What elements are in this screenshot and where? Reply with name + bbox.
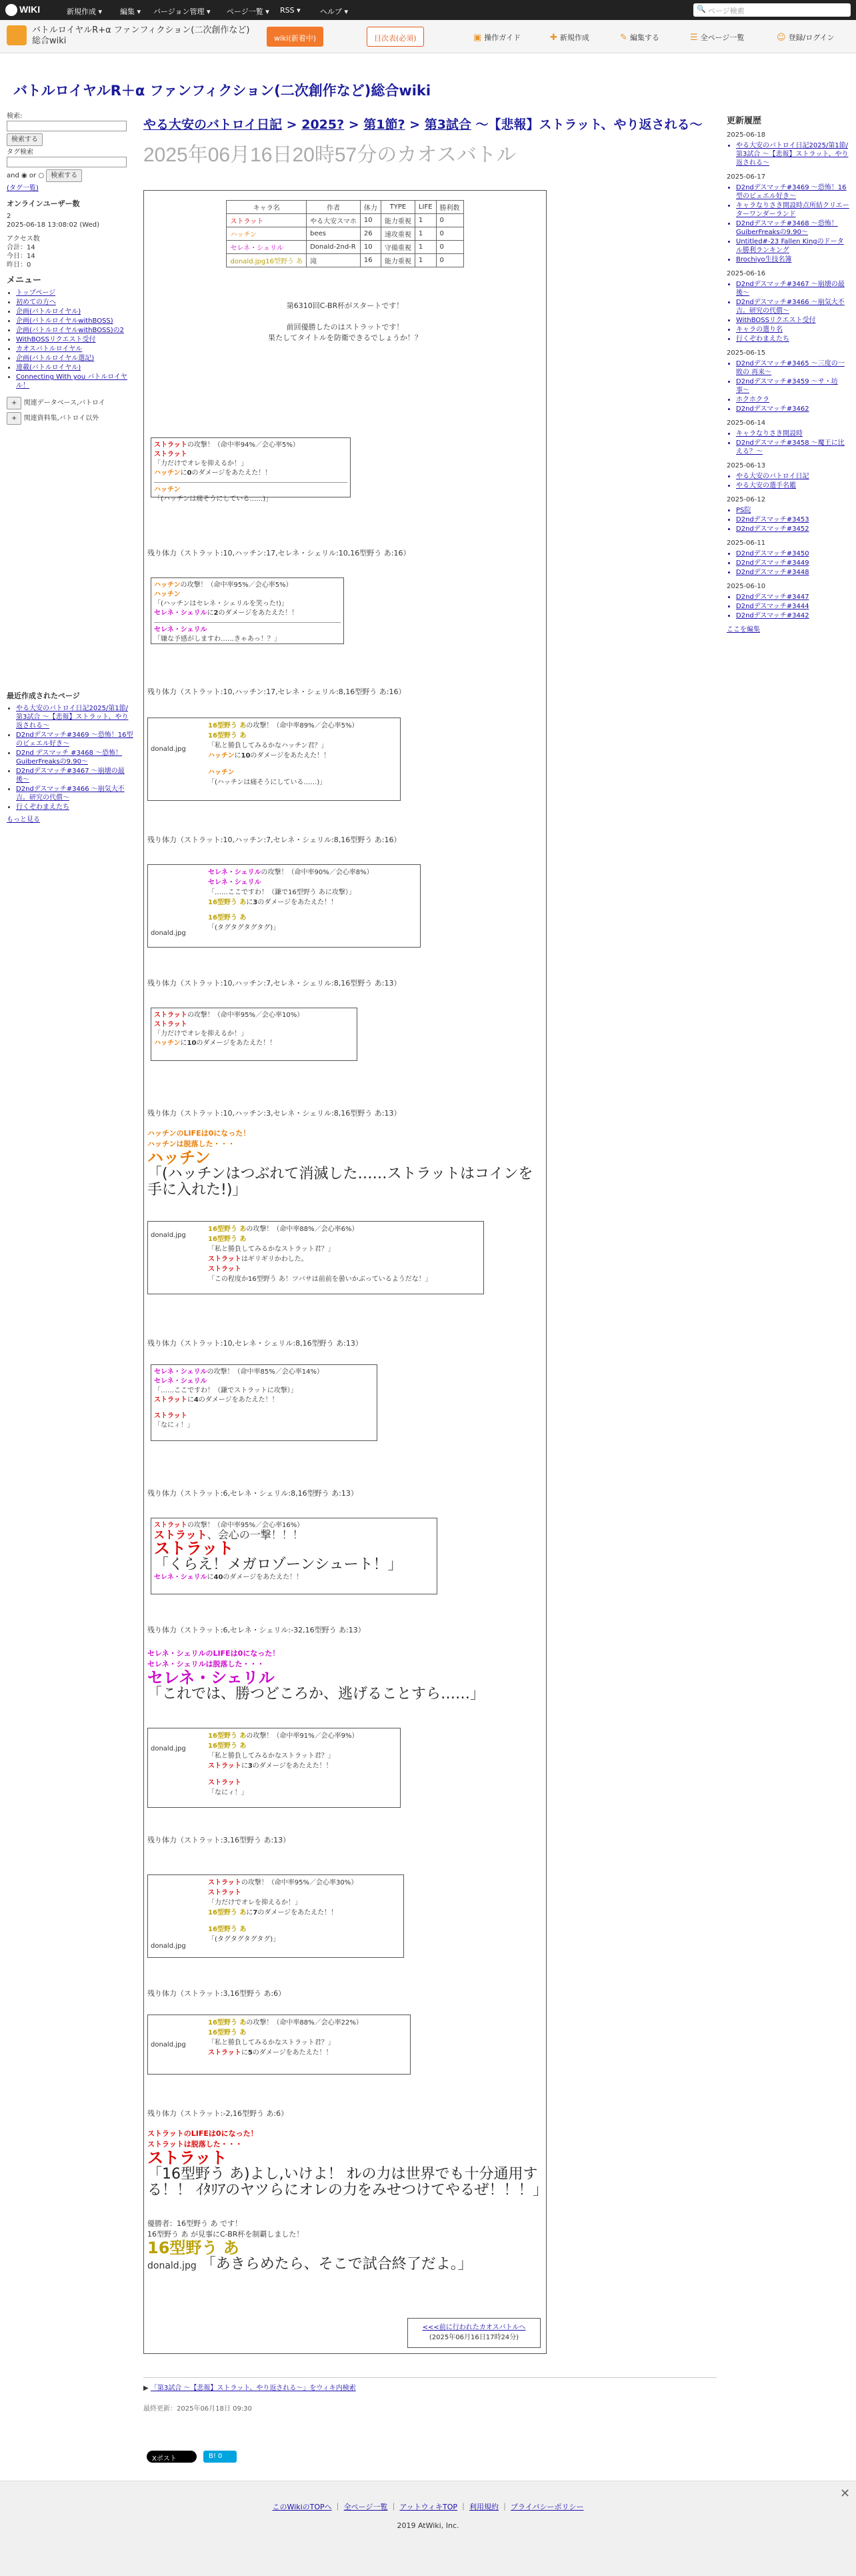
- history-item[interactable]: • D2ndデスマッチ#3442: [736, 611, 850, 620]
- history-item[interactable]: • D2ndデスマッチ#3468 〜恐怖！GuiberFreaksの9.90〜: [736, 219, 850, 237]
- last-words: 「(ハッチンはつぶれて消滅した……ストラットはコインを手に入れた!)」: [147, 1166, 533, 1198]
- menu-title: メニュー: [7, 275, 42, 285]
- crumb-match[interactable]: 第3試合: [424, 117, 471, 132]
- action-block: donald.jpg 16型野う あの攻撃！（命中率89%／会心率5%） 16型野う あ 「私と勝負してみるかなハッチン君？」 ハッチンに10のダメージをあたえた！！ ハッチン 「(ハッチンは痛そうにしている……)」: [147, 718, 401, 801]
- history-date: 2025-06-18: [727, 131, 766, 139]
- page-title: 2025年06月16日20時57分のカオスバトル: [143, 144, 517, 166]
- recent-item[interactable]: やる大安のバトロイ日記2025/第1節/第3試合 〜【悲報】ストラット、やり返される〜: [16, 705, 129, 730]
- tag-label: タグ検索: [7, 149, 33, 156]
- history-item[interactable]: • D2ndデスマッチ#3453: [736, 515, 850, 524]
- login-link[interactable]: ☺ 登録/ログイン: [777, 33, 835, 43]
- list-icon: ☰: [690, 33, 698, 43]
- left-sidebar: 検索: 検索する タグ検索 and ◉ or ○ 検索する (タグ一覧) オンラインユーザー数 2 2025-06-18 13:08:02 (Wed) アクセス数 合計：14 今日：14 昨日：0 メニュー • トップページ • 初めての方へ • 企画(バトルロイヤル) • 企画(バトルロイヤルwithBOSS) • 企画(バトルロイヤルwithBOSS)の2 • WithBOSSリクエスト受付 • カオスバトルロイヤル • 企画(バトルロイヤル選記) • 連載(バトルロイヤル) • Connecting With you バトルロイヤル！ + 関連データベース,バトロイ + 関連資料集,バトロイ以外 最近作成されたページ • やる大安のバトロイ日記2025/第1節/第3試合 〜【悲報】ストラット、やり返される〜 • D2ndデスマッチ#3469 〜恐怖！16型のビェエル好き〜 • D2nd デスマッチ #3468 〜恐怖！GuiberFreaksの9.90〜 • D2ndデスマッチ#3467 〜崩壊の最後〜 • D2ndデスマッチ#3466 〜崩気大不吉。研究の代償〜 • 行くぞわまえたち もっと見る: [7, 112, 133, 824]
- history-item[interactable]: • D2ndデスマッチ#3466 〜崩気大不吉。研究の代償〜: [736, 298, 850, 315]
- or-label: or: [29, 172, 37, 179]
- col-head: TYPE: [381, 201, 415, 214]
- menu-new[interactable]: 新規作成 ▾: [67, 7, 103, 16]
- eliminated: ハッチンは脱落した・・・: [147, 1140, 235, 1148]
- action-block: ストラットの攻撃！（命中率95%／会心率16%） ストラット、会心の一撃！！！ ストラット 「くらえ！メガロゾーンシュート！」 セレネ・シェリルに40のダメージをあたえた！！: [151, 1518, 437, 1594]
- history-title: 更新履歴: [727, 116, 762, 126]
- wiki-logo-icon[interactable]: [7, 25, 27, 45]
- access-today: 今日：14: [7, 253, 35, 260]
- col-head: 体力: [360, 201, 381, 214]
- history-date: 2025-06-11: [727, 539, 766, 547]
- atwiki-logo[interactable]: WIKI: [5, 4, 40, 16]
- menu-list: [7, 289, 133, 390]
- footer-link[interactable]: 全ページ一覧: [343, 2503, 388, 2511]
- more-link[interactable]: もっと見る: [7, 816, 40, 824]
- action-block: donald.jpg セレネ・シェリルの攻撃！（命中率90%／会心率8%） セレネ・シェリル 「……ここですわ！（鎌で16型野う あに攻撃）」 16型野う あに3のダメージをあたえた！！ 16型野う あ 「(タグタグタグタグ)」: [147, 864, 421, 948]
- fighter-name: ストラット: [147, 2149, 227, 2167]
- battle-log: [143, 190, 547, 2354]
- life-zero: セレネ・シェリルのLIFEは0になった！: [147, 1649, 280, 1658]
- right-sidebar: [727, 117, 850, 634]
- table-row: セレネ・シェリル Donald-2nd-R 10 守備重視 1 0: [227, 241, 463, 254]
- crumb-title: 〜【悲報】ストラット、やり返される〜: [475, 117, 703, 132]
- remaining-hp: 残り体力（ストラット:10,セレネ・シェリル:8,16型野う あ:13）: [147, 1339, 363, 1348]
- all-pages-link[interactable]: ☰ 全ページ一覧: [690, 33, 745, 43]
- action-block: donald.jpg 16型野う あの攻撃！（命中率88%／会心率22%） 16型野う あ 「私と勝負してみるかなストラット君？」 ストラットに5のダメージをあたえた！！: [147, 2015, 411, 2075]
- history-item[interactable]: • D2ndデスマッチ#3465 〜三度の一敗の 再来〜: [736, 359, 850, 377]
- global-topbar: [0, 0, 856, 20]
- expand-db-button[interactable]: +: [7, 397, 21, 409]
- online-date: 2025-06-18 13:08:02 (Wed): [7, 221, 99, 229]
- history-item[interactable]: • D2ndデスマッチ#3450: [736, 549, 850, 558]
- roster-table: [226, 200, 463, 267]
- menu-item[interactable]: 企画(バトルロイヤルwithBOSS): [16, 317, 113, 325]
- menu-item[interactable]: 企画(バトルロイヤル選記): [16, 355, 95, 362]
- menu-version[interactable]: バージョン管理 ▾: [153, 7, 211, 16]
- edit-link[interactable]: ✎ 編集する: [620, 33, 659, 43]
- crumb-year[interactable]: 2025?: [301, 117, 345, 132]
- elimination-strat: [147, 2128, 548, 2199]
- close-icon[interactable]: ✕: [840, 2487, 851, 2501]
- menu-item[interactable]: カオスバトルロイヤル: [16, 345, 83, 353]
- search-label: 検索:: [7, 113, 23, 120]
- access-total: 合計：14: [7, 244, 35, 251]
- menu-pages[interactable]: ページ一覧 ▾: [227, 7, 269, 16]
- history-item[interactable]: • WithBOSSリクエスト受付: [736, 316, 850, 325]
- crumb-section[interactable]: 第1節?: [363, 117, 405, 132]
- recent-item[interactable]: 行くぞわまえたち: [16, 804, 69, 811]
- footer-link[interactable]: このWikiのTOPへ: [272, 2503, 332, 2511]
- footer: このWikiのTOPへ ｜ 全ページ一覧 ｜ アットウィキTOP ｜ 利用規約 ｜ プライバシーポリシー 2019 AtWiki, Inc. ✕: [0, 2481, 856, 2576]
- history-item[interactable]: • D2ndデスマッチ#3452: [736, 525, 850, 533]
- online-count: 2: [7, 213, 11, 220]
- eliminated: ストラットは脱落した・・・: [147, 2140, 243, 2149]
- life-zero: ハッチンのLIFEは0になった！: [147, 1129, 251, 1138]
- footer-link[interactable]: プライバシーポリシー: [511, 2503, 584, 2511]
- fighter-name: ハッチン: [147, 1148, 211, 1167]
- new-page-link[interactable]: ✚ 新規作成: [550, 33, 589, 43]
- menu-item[interactable]: WithBOSSリクエスト受付: [16, 336, 96, 343]
- intro-line: 果たしてタイトルを防衛できるでしょうか！？: [268, 333, 422, 342]
- history-item[interactable]: • D2ndデスマッチ#3467 〜崩壊の最後〜: [736, 280, 850, 297]
- history-item[interactable]: • D2ndデスマッチ#3447: [736, 593, 850, 601]
- x-post-button[interactable]: Xポスト: [147, 2451, 197, 2463]
- col-head: LIFE: [415, 201, 436, 214]
- history-item[interactable]: • ホクホクラ: [736, 395, 850, 404]
- last-words: 「16型野う あ)よし,いけよ！ ｵﾚの力は世界でも十分通用する！！ ｲﾀﾘｱのヤツらにオレの力をみせつけてやるぜ！！！」: [147, 2166, 548, 2199]
- and-label: and: [7, 172, 19, 179]
- history-item[interactable]: • D2ndデスマッチ#3448: [736, 568, 850, 577]
- menu-rss[interactable]: RSS ▾: [280, 6, 301, 15]
- remaining-hp: 残り体力（ストラット:10,ハッチン:17,セレネ・シェリル:10,16型野う あ:16）: [147, 549, 411, 557]
- menu-item[interactable]: 企画(バトルロイヤル): [16, 308, 81, 315]
- history-date: 2025-06-14: [727, 419, 766, 427]
- avatar-image: donald.jpg: [151, 746, 186, 753]
- menu-help[interactable]: ヘルプ ▾: [320, 7, 349, 16]
- action-block: ストラットの攻撃！（命中率94%／会心率5%） ストラット 「力だけでオレを抑えるか！」 ハッチンに0のダメージをあたえた！！ ハッチン 「(ハッチンは痛そうにしている……)」: [151, 437, 351, 497]
- plus-icon: ✚: [550, 33, 557, 43]
- tag-list-link[interactable]: (タグ一覧): [7, 185, 39, 192]
- guide-link[interactable]: ▣ 操作ガイド: [473, 33, 521, 43]
- prev-battle-date: (2025年06月16日17時24分): [429, 2334, 519, 2341]
- tag-search-button[interactable]: 検索する: [46, 169, 82, 182]
- elimination-celene: [147, 1648, 541, 1702]
- winner-line2: 16型野う あ が見事にC-BR杯を制覇しました！: [147, 2230, 304, 2239]
- menu-item[interactable]: トップページ: [16, 289, 56, 297]
- history-date: 2025-06-15: [727, 349, 766, 357]
- menu-item[interactable]: 連載(バトルロイヤル): [16, 364, 81, 371]
- history-item[interactable]: • PS院: [736, 506, 850, 515]
- history-item[interactable]: • D2ndデスマッチ#3469 〜恐怖！16型のビェエル好き〜: [736, 183, 850, 201]
- menu-item[interactable]: 企画(バトルロイヤルwithBOSS)の2: [16, 327, 125, 334]
- history-date: 2025-06-13: [727, 462, 766, 469]
- user-icon: ☺: [777, 33, 786, 43]
- winner-quote: 「あきらめたら、そこで試合終了だよ。」: [201, 2256, 473, 2273]
- table-row: donald.jpg16型野う あ 滝 16 能力重視 1 0: [227, 254, 463, 267]
- history-item[interactable]: • Untitled#-23 Fallen Kingのドータル勝利ランキング: [736, 237, 850, 255]
- remaining-hp: 残り体力（ストラット:10,ハッチン:7,セレネ・シェリル:8,16型野う あ:16）: [147, 836, 401, 844]
- history-date: 2025-06-10: [727, 583, 766, 590]
- history-item[interactable]: • 行くぞわまえたち: [736, 335, 850, 343]
- access-label: アクセス数: [7, 235, 40, 243]
- action-block: donald.jpg 16型野う あの攻撃！（命中率91%／会心率9%） 16型野う あ 「私と勝負してみるかなストラット君？」 ストラットに3のダメージをあたえた！！ ストラット 「なにィ！」: [147, 1728, 401, 1808]
- hatena-button[interactable]: B! 0: [203, 2451, 237, 2463]
- history-item[interactable]: • やる大安のバトロイ日記2025/第1節/第3試合 〜【悲報】ストラット、やり返される〜: [736, 141, 850, 167]
- online-title: オンラインユーザー数: [7, 199, 80, 208]
- winner-name: 16型野う あ: [147, 2239, 239, 2257]
- guide-icon: ▣: [473, 33, 482, 43]
- history-list: [727, 131, 850, 620]
- action-block: ストラットの攻撃！（命中率95%／会心率10%） ストラット 「力だけでオレを抑えるか！」 ハッチンに10のダメージをあたえた！！: [151, 1008, 357, 1061]
- history-item[interactable]: • D2ndデスマッチ#3449: [736, 559, 850, 567]
- remaining-hp: 残り体力（ストラット:-2,16型野う あ:6）: [147, 2109, 289, 2118]
- fighter-name: セレネ・シェリル: [147, 1668, 275, 1687]
- recent-item[interactable]: D2ndデスマッチ#3466 〜崩気大不吉。研究の代償〜: [16, 786, 125, 802]
- page-search-input[interactable]: 🔍 ページ検索: [693, 3, 851, 17]
- intro-line: 前回優勝したのはストラットです！: [286, 323, 404, 331]
- history-item[interactable]: • D2ndデスマッチ#3458 〜魔王に比える？〜: [736, 439, 850, 456]
- search-button[interactable]: 検索する: [7, 133, 43, 146]
- recent-item[interactable]: D2nd デスマッチ #3468 〜恐怖！GuiberFreaksの9.90〜: [16, 750, 123, 766]
- action-block: ハッチンの攻撃！（命中率95%／会心率5%） ハッチン 「(ハッチンはセレネ・シェリルを笑った!)」 セレネ・シェリルに2のダメージをあたえた！！ セレネ・シェリル 「嫌な予感がしますわ……きゃあっ！？」: [151, 577, 344, 644]
- prev-battle-box: [407, 2318, 541, 2348]
- history-item[interactable]: • やる大安の選手名鑑: [736, 481, 850, 490]
- edit-here-link[interactable]: ここを編集: [727, 626, 760, 633]
- toc-button[interactable]: 目次表(必須): [367, 27, 424, 47]
- history-date: 2025-06-17: [727, 173, 766, 181]
- recent-list: [7, 704, 133, 812]
- history-item[interactable]: • D2ndデスマッチ#3462: [736, 405, 850, 413]
- remaining-hp: 残り体力（ストラット:6,セレネ・シェリル:-32,16型野う あ:13）: [147, 1626, 365, 1634]
- menu-item[interactable]: Connecting With you バトルロイヤル！: [16, 373, 127, 389]
- tag-input[interactable]: [7, 157, 127, 167]
- remaining-hp: 残り体力（ストラット:10,ハッチン:17,セレネ・シェリル:8,16型野う あ:16）: [147, 688, 406, 696]
- access-stats: [7, 235, 133, 269]
- prev-battle-link[interactable]: <<<前に行われたカオスバトルへ: [422, 2324, 526, 2331]
- access-yesterday: 昨日：0: [7, 261, 31, 269]
- expand-docs-button[interactable]: +: [7, 412, 21, 425]
- breadcrumb: やる大安のバトロイ日記 > 2025? > 第1節? > 第3試合 〜【悲報】ストラット、やり返される〜: [143, 117, 703, 132]
- recent-title: 最近作成されたページ: [7, 692, 80, 700]
- search-in-wiki: ▶ 「第3試合 〜【悲報】ストラット、やり返される〜」をウィキ内検索 最終更新：2025年06月18日 09:30: [143, 2377, 717, 2413]
- remaining-hp: 残り体力（ストラット:3,16型野う あ:13）: [147, 1836, 291, 1844]
- table-row: ストラット やる大安スマホ 10 能力重視 1 0: [227, 214, 463, 227]
- table-row: ハッチン bees 26 速攻重視 1 0: [227, 227, 463, 241]
- life-zero: ストラットのLIFEは0になった！: [147, 2129, 258, 2138]
- remaining-hp: 残り体力（ストラット:10,ハッチン:7,セレネ・シェリル:8,16型野う あ:13）: [147, 979, 401, 988]
- crumb-diary[interactable]: やる大安のバトロイ日記: [143, 117, 283, 132]
- search-input[interactable]: [7, 121, 127, 131]
- intro-line: 第6310回C-BR杯がスタートです！: [286, 301, 404, 310]
- remaining-hp: 残り体力（ストラット:6,セレネ・シェリル:8,16型野う あ:13）: [147, 1489, 358, 1498]
- copyright: 2019 AtWiki, Inc.: [397, 2521, 459, 2530]
- action-block: donald.jpg ストラットの攻撃！（命中率95%／会心率30%） ストラット 「力だけでオレを抑えるか！」 16型野う あに7のダメージをあたえた！！ 16型野う あ 「(タグタグタグタグ)」: [147, 1874, 404, 1958]
- history-item[interactable]: • キャラの選り名: [736, 325, 850, 334]
- main-content: [143, 117, 717, 2463]
- history-item[interactable]: • Brochiyo生技名簿: [736, 255, 850, 264]
- recent-item[interactable]: D2ndデスマッチ#3469 〜恐怖！16型のビェエル好き〜: [16, 732, 133, 748]
- history-item[interactable]: • D2ndデスマッチ#3444: [736, 602, 850, 611]
- remaining-hp: 残り体力（ストラット:10,ハッチン:3,セレネ・シェリル:8,16型野う あ:13）: [147, 1109, 401, 1118]
- history-date: 2025-06-16: [727, 270, 766, 277]
- menu-item[interactable]: 初めての方へ: [16, 299, 56, 306]
- eliminated: セレネ・シェリルは脱落した・・・: [147, 1660, 265, 1668]
- action-block: donald.jpg 16型野う あの攻撃！（命中率88%／会心率6%） 16型野う あ 「私と勝負してみるかなストラット君？」 ストラットはギリギリかわした。 ストラット 「この程度か16型野う あ！ツバサは前前を曇いかぶっているようだな！」: [147, 1221, 484, 1294]
- sub-docs[interactable]: 関連資料集,バトロイ以外: [23, 415, 99, 422]
- history-item[interactable]: • D2ndデスマッチ#3459 〜サ・坊事〜: [736, 377, 850, 395]
- col-head: キャラ名: [227, 201, 307, 214]
- pencil-icon: ✎: [620, 33, 627, 43]
- winner-block: 優勝者：16型野う あ です！ 16型野う あ が見事にC-BR杯を制覇しました！ 16型野う あ donald.jpg 「あきらめたら、そこで試合終了だよ。」: [147, 2218, 541, 2274]
- footer-link[interactable]: 利用規約: [469, 2503, 499, 2511]
- history-item[interactable]: • キャラなりさき開設時: [736, 429, 850, 438]
- recent-item[interactable]: D2ndデスマッチ#3467 〜崩壊の最後〜: [16, 768, 125, 784]
- col-head: 作者: [307, 201, 361, 214]
- last-update: 最終更新：2025年06月18日 09:30: [143, 2405, 252, 2413]
- site-header[interactable]: バトルロイヤルR＋α ファンフィクション(二次創作など)総合wiki: [13, 83, 431, 99]
- wiki-title[interactable]: バトルロイヤルR+α ファンフィクション(二次創作など)総合wiki: [32, 25, 250, 46]
- col-head: 勝利数: [436, 201, 463, 214]
- history-item[interactable]: • やる大安のバトロイ日記: [736, 472, 850, 481]
- winner-line: 優勝者：16型野う あ です！: [147, 2219, 242, 2228]
- remaining-hp: 残り体力（ストラット:3,16型野う あ:6）: [147, 1989, 286, 1998]
- search-in-wiki-link[interactable]: 「第3試合 〜【悲報】ストラット、やり返される〜」をウィキ内検索: [150, 2385, 356, 2392]
- sub-db[interactable]: 関連データベース,バトロイ: [23, 399, 105, 407]
- last-words: 「これでは、勝つどころか、逃げることすら……」: [147, 1686, 485, 1702]
- elimination-hacchin: [147, 1128, 541, 1198]
- history-date: 2025-06-12: [727, 496, 766, 503]
- footer-link[interactable]: アットウィキTOP: [399, 2503, 458, 2511]
- history-item[interactable]: • キャラなりさき開設時点所結クリエーターワンダーランド: [736, 201, 850, 219]
- follow-button[interactable]: wiki(新着中): [267, 27, 323, 47]
- action-block: セレネ・シェリルの攻撃！（命中率85%／会心率14%） セレネ・シェリル 「……ここですわ！（鎌でストラットに攻撃）」 ストラットに4のダメージをあたえた！！ ストラット 「なにィ！」: [151, 1364, 377, 1441]
- intro: [144, 301, 546, 343]
- menu-edit[interactable]: 編集 ▾: [120, 7, 141, 16]
